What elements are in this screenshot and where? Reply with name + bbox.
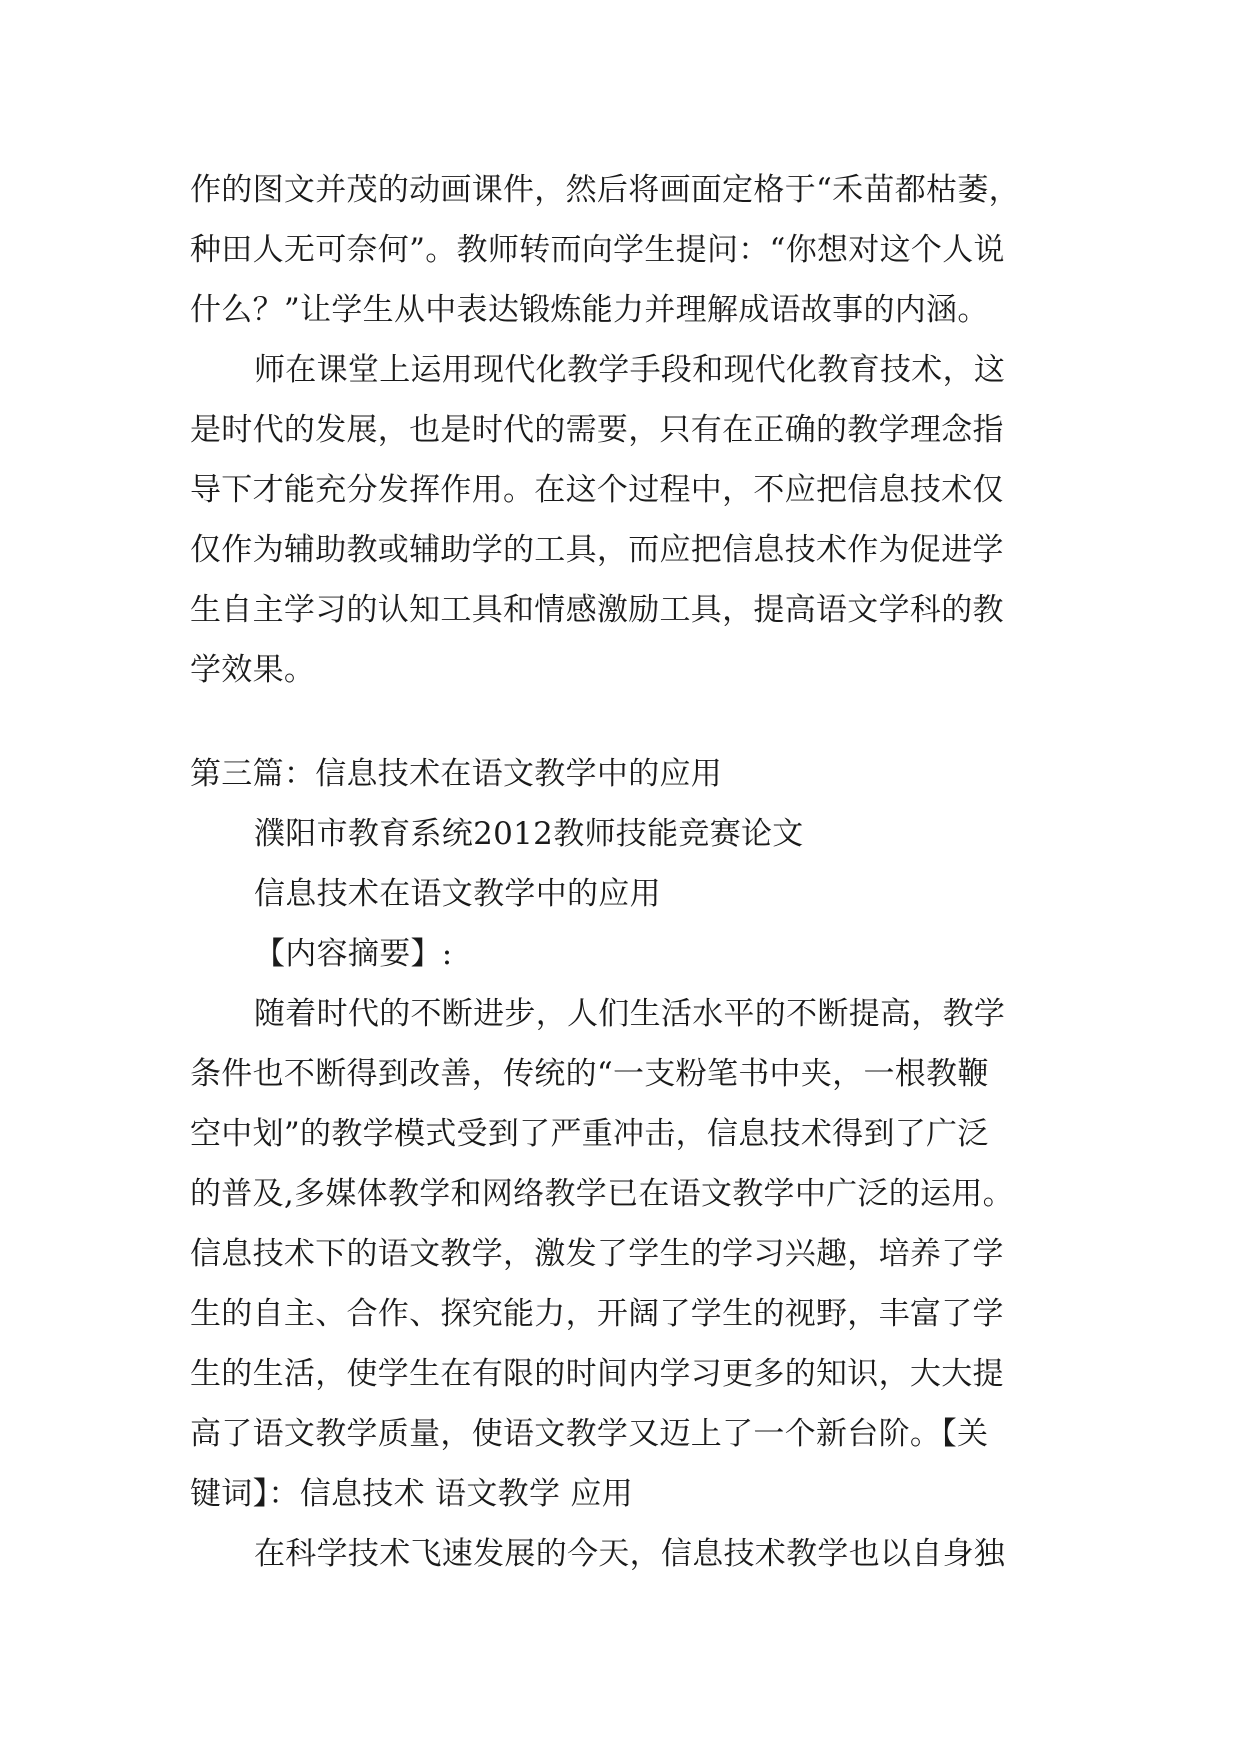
text-line: 导下才能充分发挥作用。在这个过程中，不应把信息技术仅 (190, 472, 1004, 508)
text-line: 生的生活，使学生在有限的时间内学习更多的知识，大大提 (190, 1356, 1004, 1392)
text-line: 随着时代的不断进步，人们生活水平的不断提高，教学 (254, 996, 1006, 1032)
text-line: 生的自主、合作、探究能力，开阔了学生的视野，丰富了学 (190, 1296, 1004, 1332)
document-page (190, 160, 1056, 1584)
text-line: 信息技术下的语文教学，激发了学生的学习兴趣，培养了学 (190, 1236, 1004, 1272)
text-line: 什么？”让学生从中表达锻炼能力并理解成语故事的内涵。 (190, 292, 989, 328)
section-heading: 第三篇：信息技术在语文教学中的应用 (190, 756, 723, 792)
section-gap (190, 700, 1056, 744)
text-line: 作的图文并茂的动画课件，然后将画面定格于“禾苗都枯萎， (190, 172, 1020, 208)
subheading: 信息技术在语文教学中的应用 (254, 876, 661, 912)
text-line: 的普及,多媒体教学和网络教学已在语文教学中广泛的运用。 (190, 1176, 1014, 1212)
keywords-line: 键词】：信息技术 语文教学 应用 (190, 1476, 634, 1512)
text-line: 空中划”的教学模式受到了严重冲击，信息技术得到了广泛 (190, 1116, 989, 1152)
text-line: 种田人无可奈何”。教师转而向学生提问：“你想对这个人说 (190, 232, 1005, 268)
subheading: 濮阳市教育系统2012教师技能竞赛论文 (254, 816, 804, 852)
abstract-label: 【内容摘要】: (254, 936, 453, 972)
text-line: 生自主学习的认知工具和情感激励工具，提高语文学科的教 (190, 592, 1004, 628)
text-line: 学效果。 (190, 652, 316, 688)
text-line: 条件也不断得到改善，传统的“一支粉笔书中夹，一根教鞭 (190, 1056, 989, 1092)
text-line: 是时代的发展，也是时代的需要，只有在正确的教学理念指 (190, 412, 1004, 448)
text-line: 师在课堂上运用现代化教学手段和现代化教育技术，这 (254, 352, 1006, 388)
text-line: 仅作为辅助教或辅助学的工具，而应把信息技术作为促进学 (190, 532, 1004, 568)
text-line: 高了语文教学质量，使语文教学又迈上了一个新台阶。【关 (190, 1416, 989, 1452)
text-line: 在科学技术飞速发展的今天，信息技术教学也以自身独 (254, 1536, 1006, 1572)
